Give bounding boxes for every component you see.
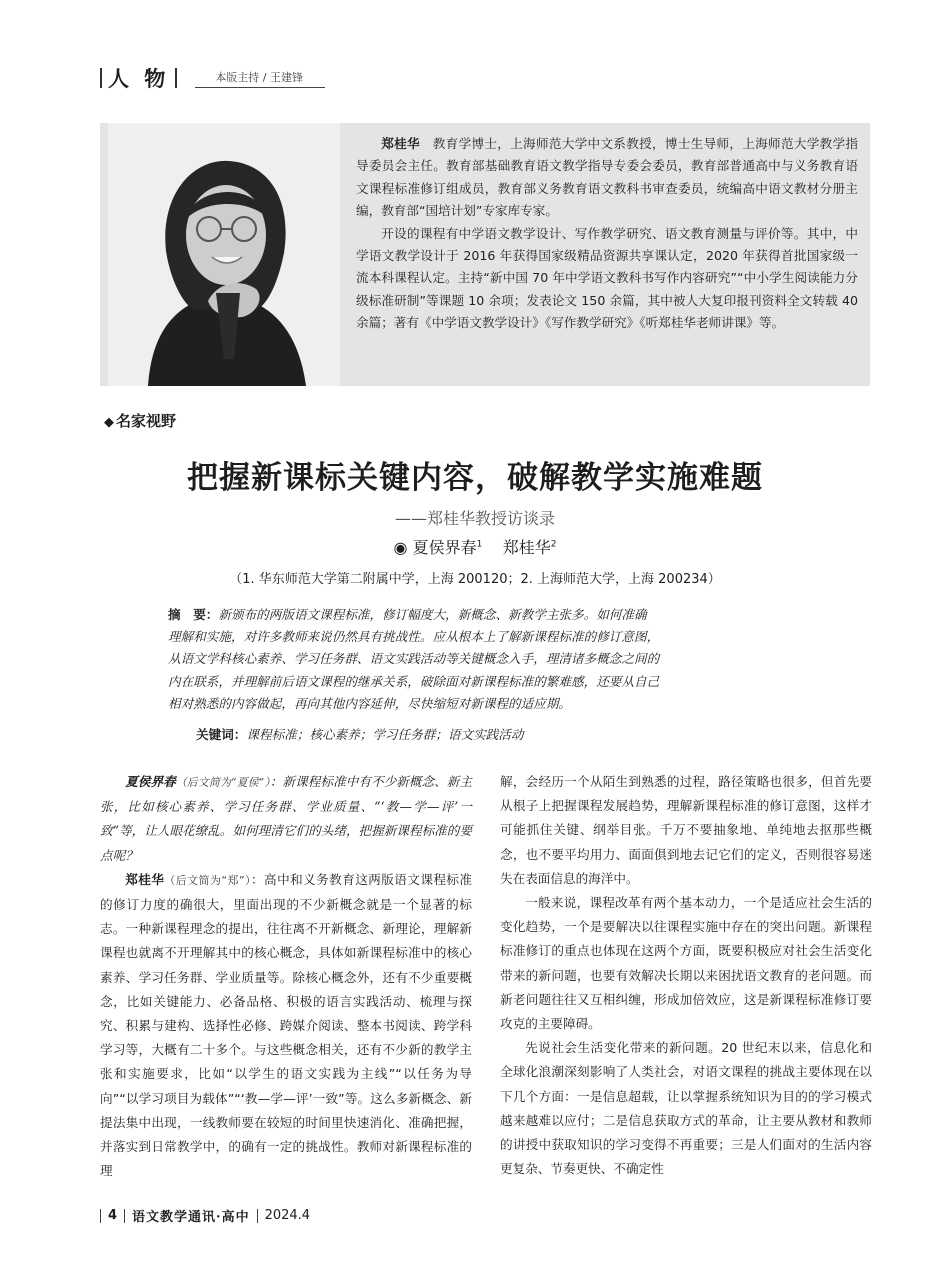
footer-bar <box>124 1209 125 1223</box>
abstract-line <box>168 604 808 626</box>
abstract-line: 从语文学科核心素养、学习任务群、语文实践活动等关键概念入手，理清诸多概念之间的 <box>168 651 660 667</box>
editor-credit: 本版主持 / 王建锋 <box>195 69 325 88</box>
footer-bar <box>257 1209 258 1223</box>
column-tag <box>104 410 176 431</box>
keywords-label: 关键词： <box>196 727 247 742</box>
section-header <box>100 64 325 92</box>
body-paragraph: 一般来说，课程改革有两个基本动力，一个是适应社会生活的变化趋势，一个是要解决以往课程实施中存在的突出问题。新课程标准修订的重点也体现在这两个方面，既要积极应对社会生活变化带来的新问题，也要有效解决长期以来困扰语文教育的老问题。而新老问题往往又互相纠缠，形成加倍效应，这是新课程标准修订要攻克的主要障碍。 <box>500 895 872 1032</box>
page-footer <box>100 1206 310 1225</box>
bio-name: 郑桂华 <box>381 136 420 151</box>
portrait-photo <box>108 123 340 386</box>
bio-paragraph-text: 教育学博士，上海师范大学中文系教授，博士生导师，上海师范大学教学指导委员会主任。教育部基础教育语文教学指导专委会委员，教育部普通高中与义务教育语文课程标准修订组成员，教育部义务教育语文教科书审查委员，统编高中语文教材分册主编，教育部“国培计划”专家库专家。 <box>356 136 859 219</box>
abstract-line-text: 新颁布的两版语文课程标准，修订幅度大，新概念、新教学主张多。如何准确 <box>218 607 647 622</box>
speaker-note: （后文简为“夏侯”） <box>175 776 270 789</box>
body-paragraph: 先说社会生活变化带来的新问题。20 世纪末以来，信息化和全球化浪潮深刻影响了人类社会，对语文课程的挑战主要体现在以下几个方面：一是信息超载，让以掌握系统知识为目的的学习模式越来越难以应付；二是信息获取方式的革命，让主要从教材和教师的讲授中获取知识的学习变得不再重要；三是人们面对的生活内容更复杂、节奏更快、不确定性 <box>500 1040 872 1177</box>
speaker-name: 郑桂华 <box>125 871 165 887</box>
keywords <box>196 724 523 743</box>
article-authors <box>0 535 950 558</box>
author-superscript: 2 <box>550 539 557 550</box>
speaker-name: 夏侯界春 <box>125 774 176 789</box>
column-tag-label: 名家视野 <box>116 412 177 430</box>
abstract-line: 内在联系，并理解前后语文课程的继承关系，破除面对新课程标准的繁难感，还要从自己 <box>168 673 660 689</box>
abstract-label: 摘 要： <box>168 607 219 622</box>
answer-text: ：高中和义务教育这两版语文课程标准的修订力度的确很大，里面出现的不少新概念就是一个显著的标志。一种新课程理念的提出，往往离不开新概念、新理论，理解新课程也就离不开理解其中的核心概念，具体如新课程标准中的核心素养、学习任务群、学业质量等。除核心概念外，还有不少重要概念，比如关键能力、必备品格、积极的语言实践活动、梳理与探究、积累与建构、选择性必修、跨媒介阅读、整本书阅读、跨学科学习等，大概有二十多个。与这些概念相关，还有不少新的教学主张和实施要求，比如“以学生的语文实践为主线”“以任务为导向”“以学习项目为载体”“‘教—学—评’一致”等。这么多新概念、新提法集中出现，一线教师要在较短的时间里快速消化、准确把握，并落实到日常教学中，的确有一定的挑战性。教师对新课程标准的理 <box>100 871 472 1179</box>
bio-paragraph-text: 开设的课程有中学语文教学设计、写作教学研究、语文教育测量与评价等。其中，中学语文教学设计于 2016 年获得国家级精品资源共享课认定，2020 年获得首批国家级一流本科课程认定。主持“新中国 70 年中学语文教科书写作内容研究”“中小学生阅读能力分级标准研制”等课题 10 余项；发表论文 150 余篇，其中被人大复印报刊资料全文转载 40 余篇；著有《中学语文教学设计》《写作教学研究》《听郑桂华老师讲课》等。 <box>356 225 858 331</box>
bio-text <box>356 133 858 335</box>
journal-name: 语文教学通讯·高中 <box>132 1210 250 1225</box>
article-title: 把握新课标关键内容，破解教学实施难题 <box>187 460 763 496</box>
question-text: ：新课程标准中有不少新概念、新主张，比如核心素养、学习任务群、学业质量、“‘教—学—评’一致”等，让人眼花缭乱。如何理清它们的头绪，把握新课程标准的要点呢？ <box>100 774 473 863</box>
question-paragraph <box>100 770 472 868</box>
keywords-text: 课程标准；核心素养；学习任务群；语文实践活动 <box>246 727 524 742</box>
bio-paragraph <box>356 133 858 223</box>
author-affiliation: （1. 华东师范大学第二附属中学，上海 200120；2. 上海师范大学，上海 200234） <box>229 572 721 587</box>
speaker-note: （后文简为“郑”） <box>164 873 252 887</box>
portrait-illustration <box>108 123 340 386</box>
author-name: 郑桂华 <box>502 538 551 557</box>
answer-paragraph <box>100 868 472 1184</box>
abstract <box>168 604 808 715</box>
bullet-icon: ◉ <box>393 538 408 557</box>
body-paragraph: 解，会经历一个从陌生到熟悉的过程，路径策略也很多，但首先要从根子上把握课程发展趋势，理解新课程标准的修订意图，这样才可能抓住关键、纲举目张。千万不要抽象地、单纯地去抠那些概念，也不要平均用力、面面俱到地去记它们的定义，否则很容易迷失在表面信息的海洋中。 <box>500 774 872 886</box>
profile-panel <box>100 123 870 386</box>
header-bar <box>100 68 102 88</box>
bio-paragraph <box>356 223 858 335</box>
author-superscript: 1 <box>476 539 483 550</box>
body-column-right <box>500 770 872 1181</box>
abstract-line: 理解和实施，对许多教师来说仍然具有挑战性。应从根本上了解新课程标准的修订意图， <box>168 629 660 645</box>
page-number: 4 <box>108 1208 118 1223</box>
footer-bar <box>100 1209 101 1223</box>
issue-date: 2024.4 <box>264 1208 311 1223</box>
header-bar <box>175 68 177 88</box>
article-subtitle: ——郑桂华教授访谈录 <box>394 509 555 528</box>
section-label: 人 物 <box>108 66 170 91</box>
abstract-line: 相对熟悉的内容做起，再向其他内容延伸，尽快缩短对新课程的适应期。 <box>168 695 571 711</box>
diamond-icon: ◆ <box>104 415 114 430</box>
body-column-left <box>100 770 472 1183</box>
author-name: 夏侯界春 <box>412 538 477 557</box>
